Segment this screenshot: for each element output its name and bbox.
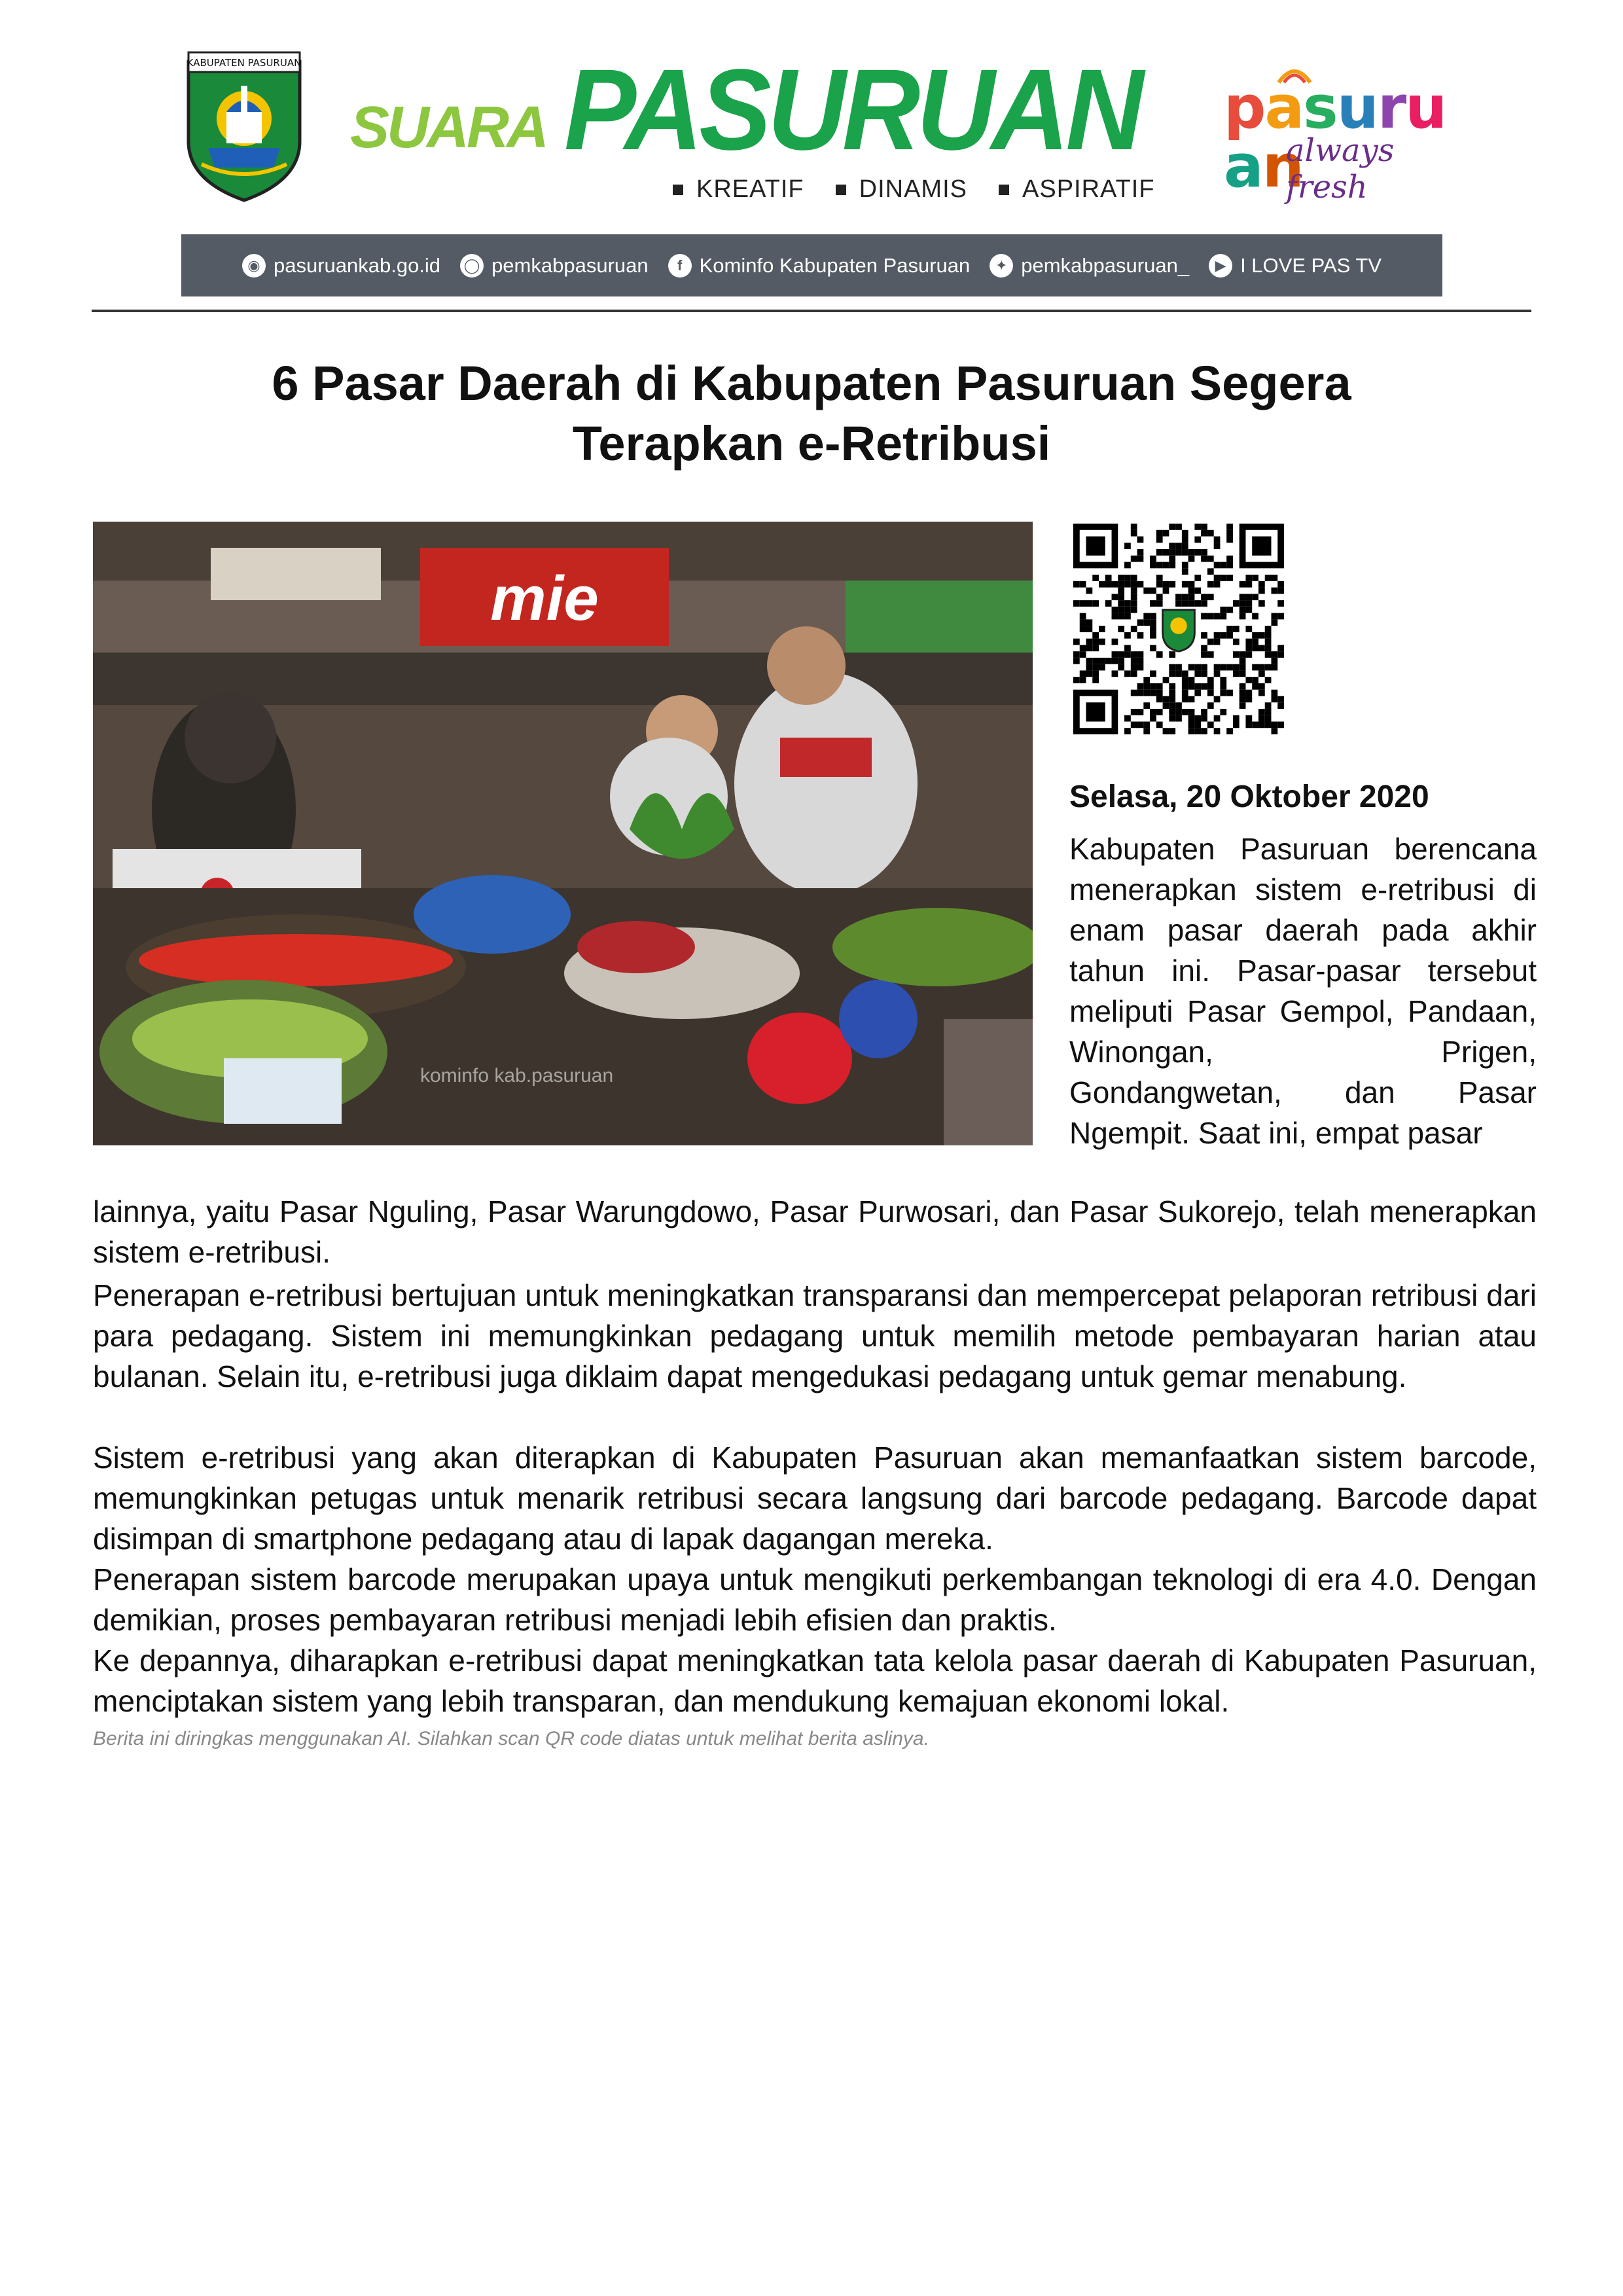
social-label: Kominfo Kabupaten Pasuruan [699,253,971,277]
brand-letter: a [1264,73,1304,142]
instagram-icon: ◯ [460,254,484,278]
photo-watermark: kominfo kab.pasuruan [420,1065,614,1086]
ai-summary-footnote: Berita ini diringkas menggunakan AI. Silahkan scan QR code diatas untuk melihat berita aslinya. [93,1728,929,1749]
crest-label: KABUPATEN PASURUAN [187,57,302,69]
social-label: pemkabpasuruan_ [1021,253,1190,277]
article-title [92,353,1531,474]
brand-letter: s [1303,73,1337,142]
photo-sign-text: mie [490,564,599,634]
kabupaten-crest-logo [182,50,306,204]
brand-tagline: always fresh [1286,132,1395,206]
twitter-icon: ✦ [990,254,1013,278]
article-title-line: 6 Pasar Daerah di Kabupaten Pasuruan Segera [272,356,1351,410]
brand-letter: u [1405,73,1446,142]
brand-letter: u [1336,73,1378,142]
pasuruan-always-fresh-logo [1224,73,1446,206]
social-label: pasuruankab.go.id [273,253,441,277]
tagline-item: KREATIF [696,175,804,203]
article-photo [93,522,1033,1145]
qr-code-image[interactable] [1073,524,1284,734]
article-paragraph-5: Ke depannya, diharapkan e-retribusi dapat meningkatkan tata kelola pasar daerah di Kabupaten Pasuruan, menciptakan sistem yang lebih transparan, dan mendukung kemajuan ekonomi lokal. [93,1643,1537,1718]
social-instagram [460,254,649,278]
bullet-square-icon [999,185,1009,195]
social-twitter [990,254,1189,278]
globe-icon: ◉ [242,254,266,278]
masthead-suara: SUARA [350,95,547,160]
facebook-icon: f [668,254,692,278]
header-divider [92,310,1531,312]
article-title-line: Terapkan e-Retribusi [572,416,1051,471]
social-facebook [668,254,971,278]
article-paragraph-2: Penerapan e-retribusi bertujuan untuk meningkatkan transparansi dan mempercepat pelaporan retribusi dari para pedagang. Sistem ini memungkinkan pedagang untuk memilih metode pembayaran harian atau bulanan. Selain itu, e-retribusi juga diklaim dapat mengedukasi pedagang untuk gemar menabung. [93,1278,1537,1393]
masthead-pasuruan: PASURUAN [564,46,1141,174]
brand-letter: n [1262,132,1303,201]
bullet-square-icon [673,185,683,195]
social-media-bar [181,234,1442,296]
article-paragraph-3: Sistem e-retribusi yang akan diterapkan di Kabupaten Pasuruan akan memanfaatkan sistem barcode, memungkinkan petugas untuk menarik retribusi secara langsung dari barcode pedagang. Barcode dapat disimpan di smartphone pedagang atau di lapak dagangan mereka. [93,1441,1537,1556]
article-paragraph-4: Penerapan sistem barcode merupakan upaya untuk mengikuti perkembangan teknologi di era 4.0. Dengan demikian, proses pembayaran retribusi menjadi lebih efisien dan praktis. [93,1562,1537,1637]
brand-letter: a [1224,132,1262,201]
article-paragraph-1-continued: lainnya, yaitu Pasar Nguling, Pasar Warungdowo, Pasar Purwosari, dan Pasar Sukorejo, telah menerapkan sistem e-retribusi. [93,1194,1537,1269]
social-label: I LOVE PAS TV [1240,253,1382,277]
bullet-square-icon [836,185,846,195]
brand-letter: p [1224,73,1265,142]
article-date: Selasa, 20 Oktober 2020 [1069,780,1429,814]
social-website [242,254,440,278]
tagline-item: ASPIRATIF [1022,175,1155,203]
brand-letter: r [1377,73,1406,142]
social-label: pemkabpasuruan [491,253,649,277]
tagline-item: DINAMIS [859,175,967,203]
youtube-icon: ▶ [1209,254,1232,278]
social-youtube [1209,254,1382,278]
article-paragraph-1-column: Kabupaten Pasuruan berencana menerapkan sistem e-retribusi di enam pasar daerah pada akhir tahun ini. Pasar-pasar tersebut meliputi Pasar Gempol, Pandaan, Winongan, Prigen, Gondangwetan, dan Pasar Ngempit. Saat ini, empat pasar [1069,832,1537,1150]
masthead-tagline [673,175,1155,204]
market-scene-illustration [93,522,1033,1145]
